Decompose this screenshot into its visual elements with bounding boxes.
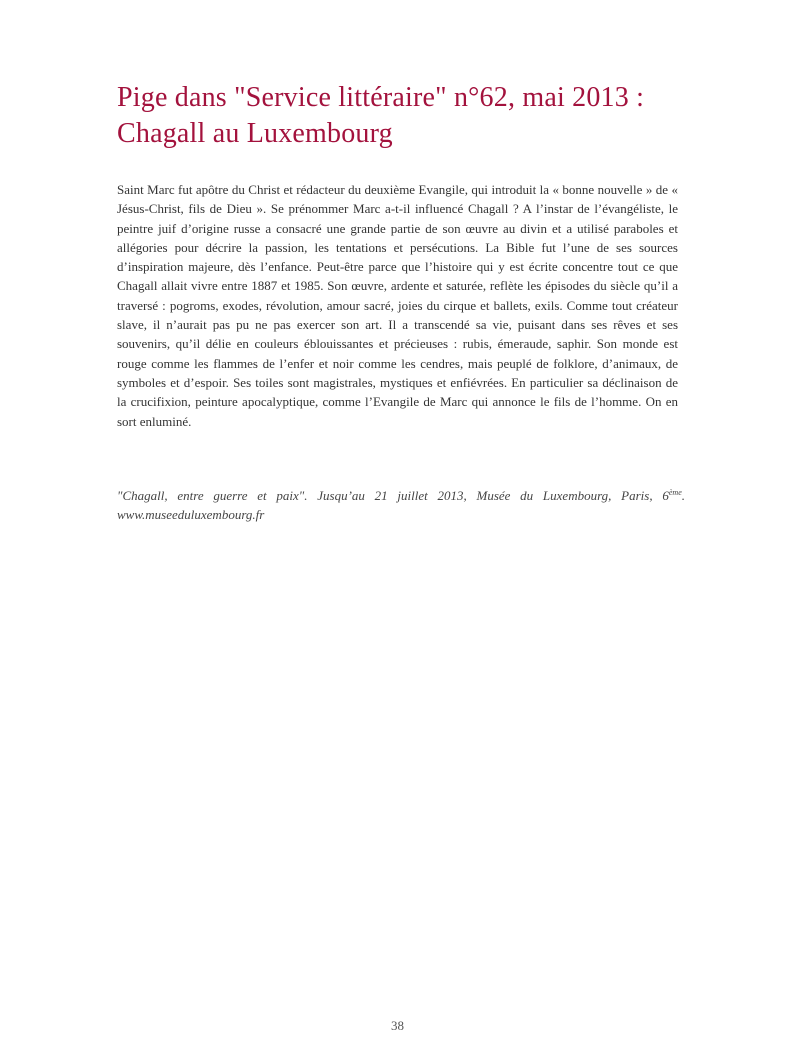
page-title: Pige dans "Service littéraire" n°62, mai 2013 : Chagall au Luxembourg bbox=[117, 82, 645, 149]
exhibition-caption bbox=[117, 486, 685, 524]
caption-main: "Chagall, entre guerre et paix". Jusqu’au 21 juillet 2013, Musée du Luxembourg, Paris, 6 bbox=[117, 488, 669, 503]
caption-superscript: ème bbox=[668, 488, 682, 497]
caption-website: . www.museeduluxembourg.fr bbox=[117, 488, 685, 522]
page-number: 38 bbox=[391, 1018, 404, 1033]
article-body: Saint Marc fut apôtre du Christ et rédacteur du deuxième Evangile, qui introduit la « bonne nouvelle » de « Jésus-Christ, fils de Dieu ». Se prénommer Marc a-t-il influencé Chagall ? A l’instar de l’évangéliste, le peintre juif d’origine russe a consacré une grande partie de son œuvre au divin et a utilisé paraboles et allégories pour décrire la passion, les tentations et persécutions. La Bible fut l’une de ses sources d’inspiration majeure, dès l’enfance. Peut-être parce que l’histoire qui y est écrite concentre tout ce que Chagall allait vivre entre 1887 et 1985. Son œuvre, ardente et saturée, reflète les épisodes du siècle qu’il a traversé : pogroms, exodes, révolution, amour sacré, joies du cirque et ballets, exils. Comme tout créateur slave, il n’aurait pas pu ne pas exercer son art. Il a transcendé sa vie, puisant dans ses rêves et ses souvenirs, qu’il délie en couleurs éblouissantes et précieuses : rubis, émeraude, saphir. Son monde est rouge comme les flammes de l’enfer et noir comme les cendres, mais peuplé de folklore, d’animaux, de symboles et d’espoir. Ses toiles sont magistrales, mystiques et enfiévrées. En particulier sa déclinaison de la crucifixion, peinture apocalyptique, comme l’Evangile de Marc qui annonce le fils de l’homme. On en sort enluminé. bbox=[117, 182, 678, 429]
